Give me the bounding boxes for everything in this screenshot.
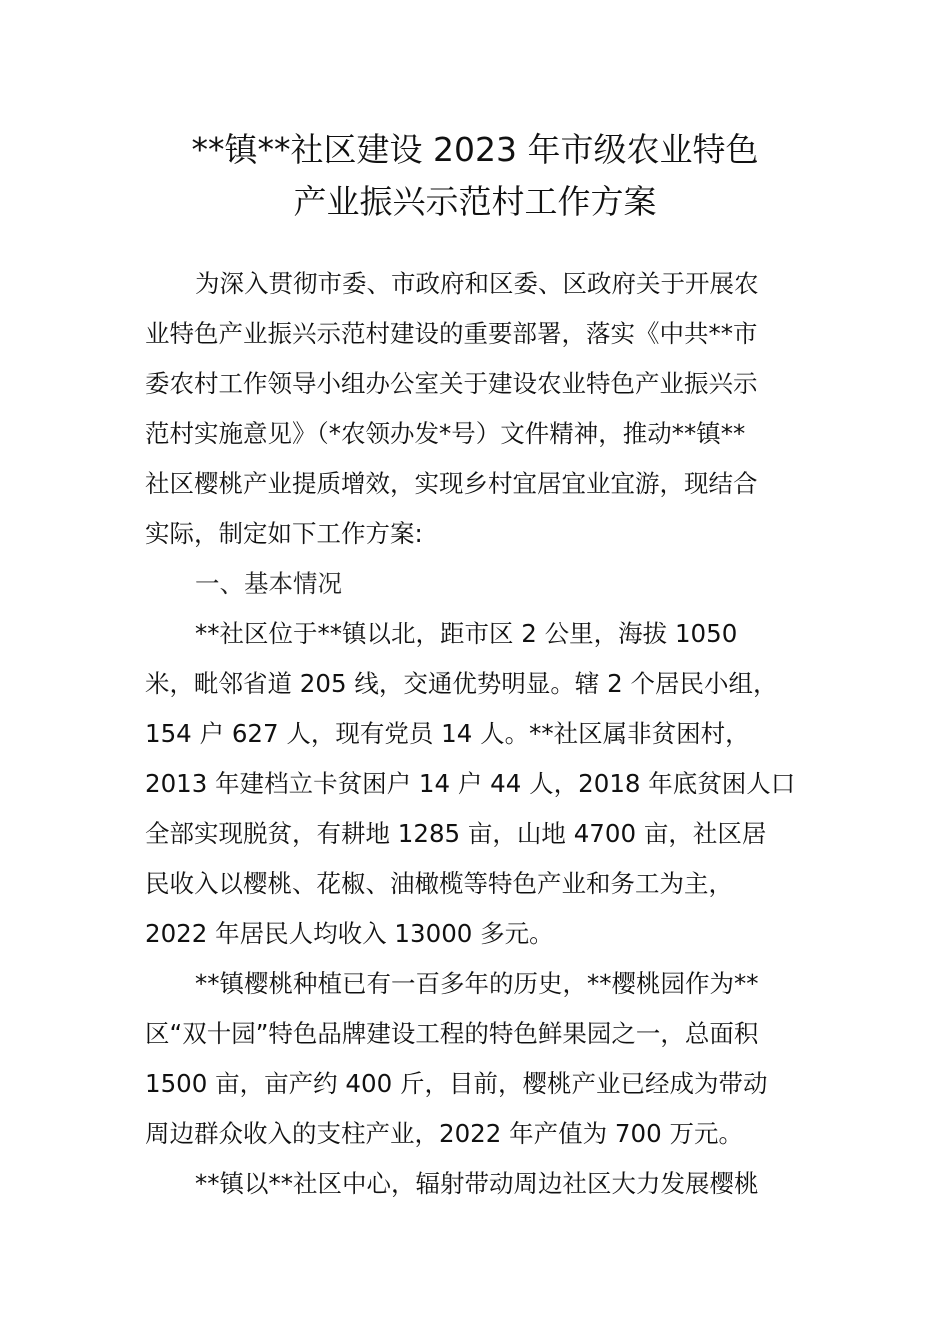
basic-line-4: 2013 年建档立卡贫困户 14 户 44 人，2018 年底贫困人口 <box>145 769 796 798</box>
intro-line-6: 实际，制定如下工作方案: <box>145 519 423 548</box>
basic-line-5: 全部实现脱贫，有耕地 1285 亩，山地 4700 亩，社区居 <box>145 819 767 848</box>
section-heading-basic-info: 一、基本情况 <box>195 569 342 598</box>
intro-line-4: 范村实施意见》（*农领办发*号）文件精神，推动**镇** <box>145 419 746 448</box>
intro-line-3: 委农村工作领导小组办公室关于建设农业特色产业振兴示 <box>145 369 758 398</box>
basic-line-3: 154 户 627 人，现有党员 14 人。**社区属非贫困村， <box>145 719 750 748</box>
cherry-line-3: 1500 亩，亩产约 400 斤，目前，樱桃产业已经成为带动 <box>145 1069 768 1098</box>
cherry-line-2: 区“双十园”特色品牌建设工程的特色鲜果园之一，总面积 <box>145 1019 759 1048</box>
intro-line-1: 为深入贯彻市委、市政府和区委、区政府关于开展农 <box>195 269 759 298</box>
basic-line-1: **社区位于**镇以北，距市区 2 公里，海拔 1050 <box>195 619 738 648</box>
intro-line-2: 业特色产业振兴示范村建设的重要部署，落实《中共**市 <box>145 319 758 348</box>
basic-line-2: 米，毗邻省道 205 线，交通优势明显。辖 2 个居民小组， <box>145 669 778 698</box>
basic-line-6: 民收入以樱桃、花椒、油橄榄等特色产业和务工为主， <box>145 869 733 898</box>
basic-line-7: 2022 年居民人均收入 13000 多元。 <box>145 919 554 948</box>
document-title-line-1: **镇**社区建设 2023 年市级农业特色 <box>191 130 759 169</box>
intro-line-5: 社区樱桃产业提质增效，实现乡村宜居宜业宜游，现结合 <box>145 469 758 498</box>
center-line-1: **镇以**社区中心，辐射带动周边社区大力发展樱桃 <box>195 1169 759 1198</box>
cherry-line-1: **镇樱桃种植已有一百多年的历史，**樱桃园作为** <box>195 969 759 998</box>
document-title-line-2: 产业振兴示范村工作方案 <box>293 182 657 221</box>
cherry-line-4: 周边群众收入的支柱产业，2022 年产值为 700 万元。 <box>145 1119 743 1148</box>
